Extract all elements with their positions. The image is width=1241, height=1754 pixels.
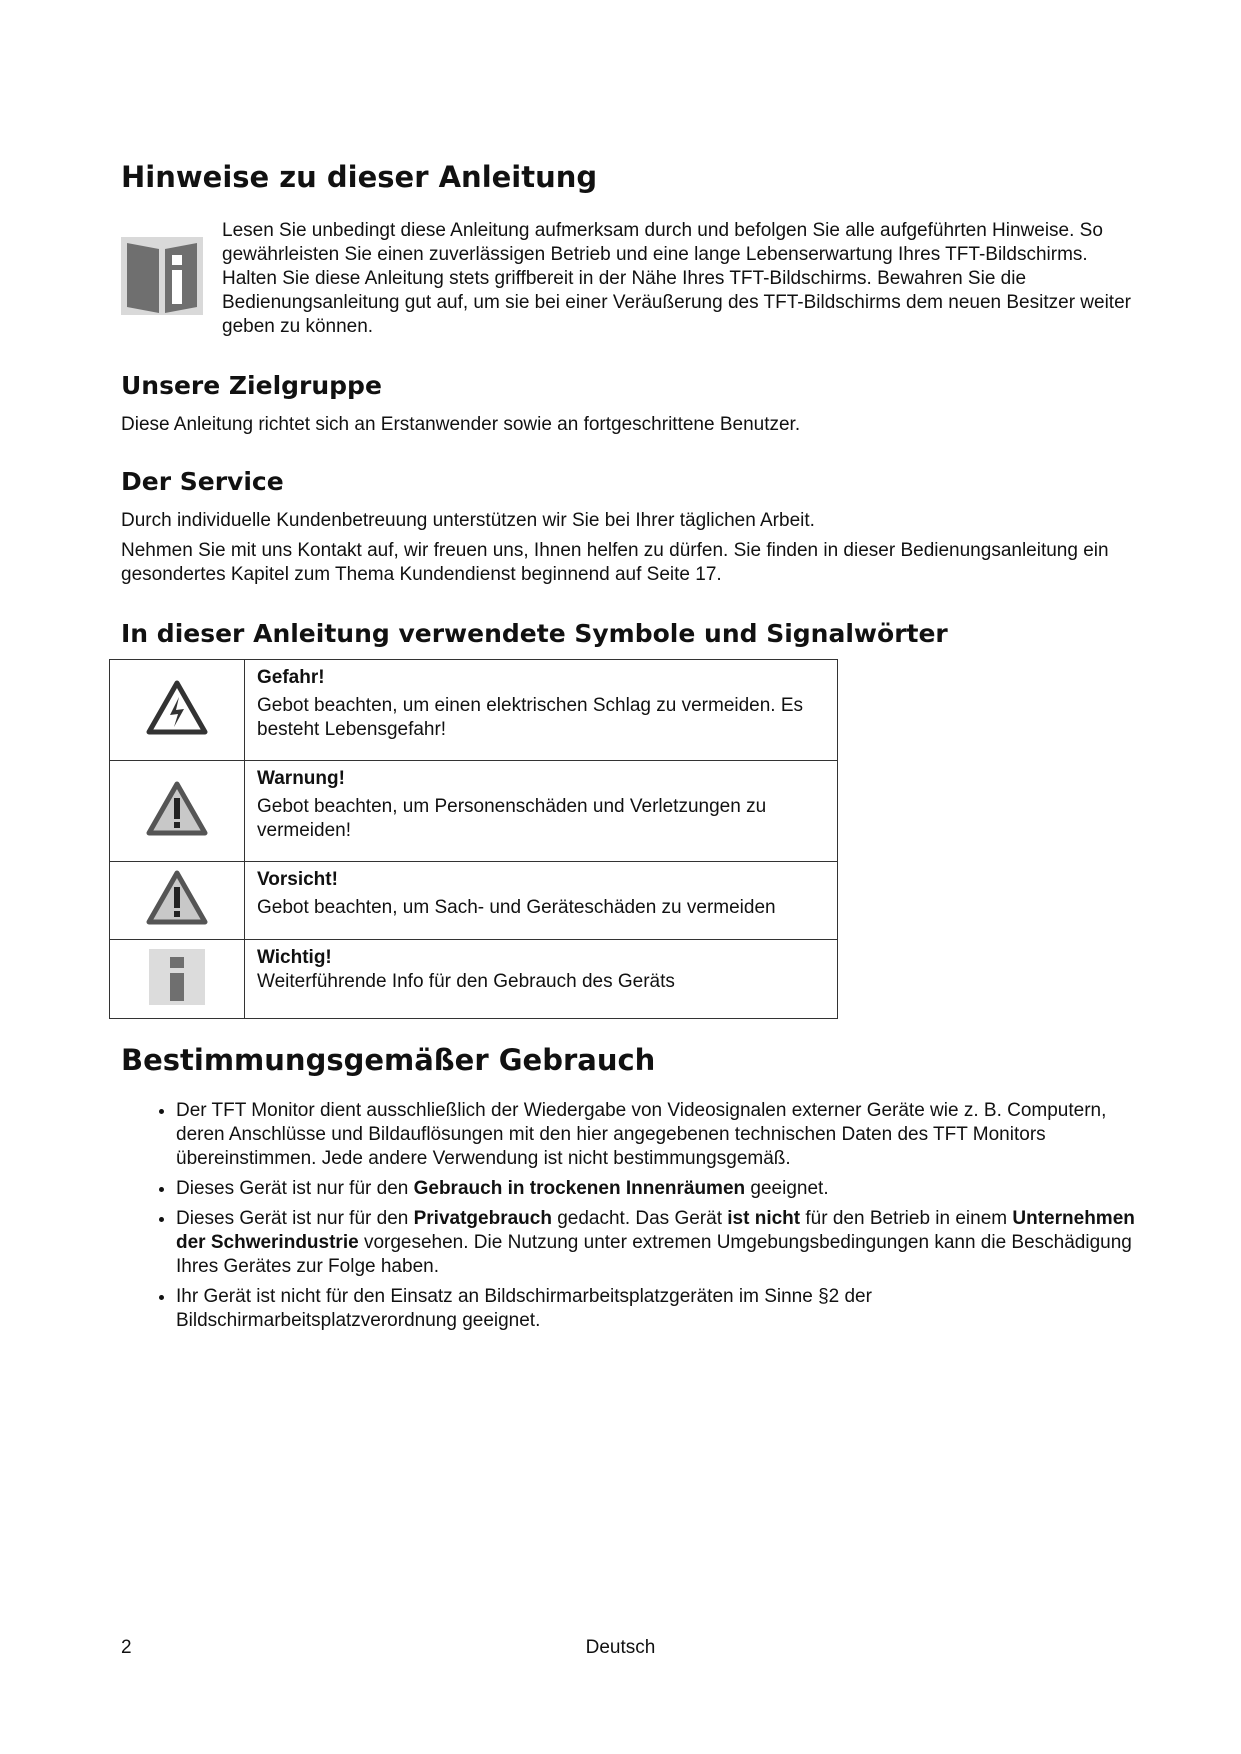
zielgruppe-paragraph: Diese Anleitung richtet sich an Erstanwender sowie an fortgeschrittene Benutzer. — [121, 414, 801, 435]
page-number: 2 — [121, 1637, 132, 1658]
list-item — [176, 1207, 1146, 1279]
signal-word-title: Warnung! — [257, 768, 345, 789]
text-cell — [245, 761, 838, 862]
signal-word-description: Gebot beachten, um Sach- und Geräteschäden zu vermeiden — [257, 897, 776, 918]
table-row — [110, 862, 838, 940]
heading-hinweise: Hinweise zu dieser Anleitung — [121, 160, 598, 194]
bullet-bold-text: Privatgebrauch — [413, 1208, 552, 1229]
text-cell — [245, 660, 838, 761]
service-paragraph-1: Durch individuelle Kundenbetreuung unterstützen wir Sie bei Ihrer täglichen Arbeit. — [121, 510, 815, 531]
signal-word-description: Gebot beachten, um Personenschäden und Verletzungen zu vermeiden! — [257, 796, 767, 841]
heading-zielgruppe: Unsere Zielgruppe — [121, 371, 382, 400]
warning-icon — [146, 781, 208, 837]
bullet-bold-text: ist nicht — [727, 1208, 801, 1229]
signal-word-description: Gebot beachten, um einen elektrischen Schlag zu vermeiden. Es besteht Lebensgefahr! — [257, 695, 804, 740]
heading-service: Der Service — [121, 467, 284, 496]
bullet-text: Der TFT Monitor dient ausschließlich der Wiedergabe von Videosignalen externer Geräte wie z. B. Computern, deren Anschlüsse und Bildauflösungen mit den hier angegebenen technischen Daten des TFT Monitors übereinstimmen. Jede andere Verwendung ist nicht bestimmungsgemäß. — [176, 1100, 1107, 1169]
text-cell — [245, 940, 838, 1019]
signal-word-title: Wichtig! — [257, 947, 332, 968]
icon-cell — [110, 940, 245, 1019]
signal-word-title: Gefahr! — [257, 667, 325, 688]
bullet-text: Dieses Gerät ist nur für den — [176, 1208, 414, 1229]
list-item — [176, 1099, 1146, 1171]
bullet-text: Ihr Gerät ist nicht für den Einsatz an Bildschirmarbeitsplatzgeräten im Sinne §2 der Bildschirmarbeitsplatzverordnung geeignet. — [176, 1286, 872, 1331]
icon-cell — [110, 761, 245, 862]
list-item — [176, 1177, 1146, 1201]
electric-hazard-icon — [146, 680, 208, 736]
bullet-text: geeignet. — [745, 1178, 829, 1199]
footer-language: Deutsch — [585, 1637, 656, 1658]
bullet-text: vorgesehen. Die Nutzung unter extremen Umgebungsbedingungen kann die Beschädigung Ihres Gerätes zur Folge haben. — [176, 1232, 1132, 1277]
bullet-bold-text: Unternehmen der Schwerindustrie — [176, 1208, 1135, 1253]
service-paragraph-2: Nehmen Sie mit uns Kontakt auf, wir freuen uns, Ihnen helfen zu dürfen. Sie finden in dieser Bedienungsanleitung ein gesondertes Kapitel zum Thema Kundendienst beginnend auf Seite 17. — [121, 540, 1109, 585]
heading-gebrauch: Bestimmungsgemäßer Gebrauch — [121, 1043, 656, 1077]
icon-cell — [110, 862, 245, 940]
text-cell — [245, 862, 838, 940]
usage-bullet-list — [148, 1099, 1146, 1339]
caution-icon — [146, 870, 208, 926]
signal-word-description: Weiterführende Info für den Gebrauch des Geräts — [257, 971, 675, 992]
table-row — [110, 940, 838, 1019]
bullet-text: für den Betrieb in einem — [800, 1208, 1013, 1229]
info-book-icon — [121, 233, 203, 319]
list-item — [176, 1285, 1146, 1333]
bullet-text: gedacht. Das Gerät — [551, 1208, 728, 1229]
info-icon — [149, 949, 205, 1005]
table-row — [110, 761, 838, 862]
heading-symbole: In dieser Anleitung verwendete Symbole und Signalwörter — [121, 619, 948, 648]
bullet-bold-text: Gebrauch in trockenen Innenräumen — [413, 1178, 746, 1199]
icon-cell — [110, 660, 245, 761]
hinweise-paragraph: Lesen Sie unbedingt diese Anleitung aufmerksam durch und befolgen Sie alle aufgeführten Hinweise. So gewährleisten Sie einen zuverlässigen Betrieb und eine lange Lebenserwartung Ihres TFT-Bildschirms. Halten Sie diese Anleitung stets griffbereit in der Nähe Ihres TFT-Bildschirms. Bewahren Sie die Bedienungsanleitung gut auf, um sie bei einer Veräußerung des TFT-Bildschirms dem neuen Besitzer weiter geben zu können. — [222, 220, 1131, 337]
table-row — [110, 660, 838, 761]
signal-words-table — [109, 659, 838, 1019]
bullet-text: Dieses Gerät ist nur für den — [176, 1178, 414, 1199]
signal-word-title: Vorsicht! — [257, 869, 338, 890]
